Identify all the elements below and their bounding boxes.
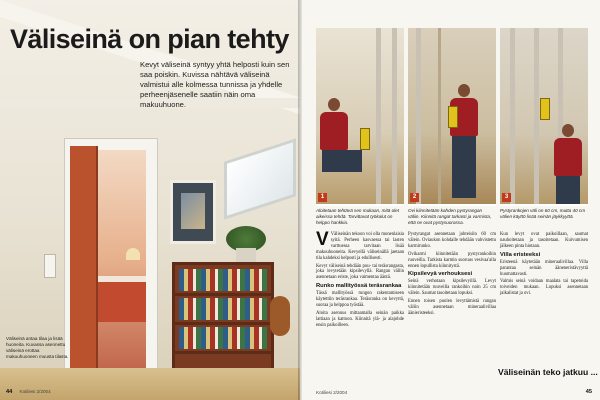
page-number: 45 bbox=[585, 389, 592, 395]
body-paragraph: Eristeenä käytetään mineraalivillaa. Villa parantaa seinän ääneneristävyyttä huomattavasti. bbox=[500, 259, 588, 277]
light-switch bbox=[44, 254, 56, 278]
issue-label: Kotiliesi 2/2004 bbox=[19, 389, 51, 394]
text-column-1 bbox=[316, 229, 404, 331]
level-tool bbox=[540, 98, 550, 120]
worker-legs bbox=[322, 150, 362, 172]
wall-stud bbox=[376, 28, 381, 204]
worker-body bbox=[554, 138, 582, 176]
body-paragraph: Kevyt väliseinä tehdään puu- tai teräsrangasta, joka levytetään kipsilevyllä. Rangan väliin asennetaan eriste, joka vaimentaa ääntä. bbox=[316, 263, 404, 281]
drop-cap: V bbox=[316, 229, 329, 250]
article-lead: Kevyt väliseinä syntyy yhtä helposti kuin sen saa poiskin. Kuvissa nähtävä väliseinä valmistui alle kolmessa tunnissa ja yhdelle perheenjäsenelle saatiin näin oma makuuhuone. bbox=[140, 60, 290, 109]
body-paragraph: Aloita asennus mittaamalla seinän paikka lattiaan ja kattoon. Kiinnitä ylä- ja alajohde ensin paikoilleen. bbox=[316, 310, 404, 328]
plant-pot bbox=[236, 248, 256, 262]
step-photo-3 bbox=[500, 28, 588, 206]
worker-legs bbox=[452, 136, 476, 198]
photo-number: 2 bbox=[410, 193, 419, 202]
body-paragraph: Ennen toisen puolen levyttämistä rangan väliin asennetaan mineraalivillaa äänieristeeksi. bbox=[408, 299, 496, 316]
right-page bbox=[302, 0, 600, 400]
books-row bbox=[179, 298, 267, 320]
text-column-3 bbox=[500, 232, 588, 299]
level-tool bbox=[360, 128, 370, 150]
folio-left bbox=[6, 389, 51, 395]
step-photo-1 bbox=[316, 28, 404, 206]
photo-caption-3: Pystyrankojen väli on 60 cm, mutta 40 cm välien käyttö lisää seinän jäykkyyttä. bbox=[500, 208, 586, 219]
wall-stud bbox=[534, 28, 539, 204]
body-paragraph: Seinä verhotaan kipsilevyillä. Levyt kiinnitetään ruuveilla rankoihin noin 25 cm välein. Saumat tasoitetaan lopuksi. bbox=[408, 279, 496, 297]
subheading: Runko mallityössä teräsrankaa bbox=[316, 283, 402, 290]
wooden-floor bbox=[0, 368, 300, 400]
photo-caption-1: Aloitetaan tehtävä sen mukaan, mitä olet aikeissa tehdä. Tarvittavat työkalut on helppo hankkia. bbox=[316, 208, 399, 225]
shelf bbox=[175, 351, 271, 354]
article-headline: Väliseinä on pian tehty bbox=[10, 24, 289, 54]
worker-body bbox=[320, 112, 348, 150]
continued-text: Väliseinän teko jatkuu ... bbox=[498, 367, 598, 377]
intro-paragraph bbox=[316, 229, 404, 262]
worker-head bbox=[328, 98, 340, 111]
body-paragraph: Tässä mallityössä rungon rakentamiseen käytettiin teräsrankaa. Teräsranka on kevyttä, suoraa ja helppoa työstää. bbox=[316, 291, 404, 309]
text-column-2 bbox=[408, 232, 496, 319]
door-frame-left bbox=[416, 28, 421, 204]
page-number: 44 bbox=[6, 389, 13, 395]
open-door bbox=[70, 146, 98, 396]
guitar bbox=[270, 296, 290, 336]
worker-head bbox=[458, 84, 470, 97]
photo-number: 3 bbox=[502, 193, 511, 202]
shelf bbox=[175, 293, 271, 296]
step-photo-2 bbox=[408, 28, 496, 206]
bookshelf bbox=[172, 262, 274, 384]
wall-stud bbox=[510, 28, 515, 204]
lamp bbox=[126, 248, 140, 260]
books-row bbox=[179, 327, 267, 349]
photo-caption: Väliseinä antaa tilaa ja lisää huoneita. Kuvassa asennettu väliseinä erottaa makuuhuoneen muusta tilasta. bbox=[6, 336, 69, 359]
bed bbox=[98, 276, 146, 322]
subheading: Kipsilevyä verhouksesi bbox=[408, 271, 473, 278]
intro-text: Väliseinän tekoon voi olla monenlaisia syitä. Perheen kasvaessa tai lasten varttuessa tarvitaan lisää makuuhuoneita. Kevyellä väliseinällä jaetaan tila kahdeksi helposti ja edullisesti. bbox=[316, 232, 404, 261]
body-paragraph: Valmis seinä voidaan maalata tai tapetoida toiveiden mukaan. Lopuksi asennetaan jalkalistat ja ovi. bbox=[500, 279, 588, 297]
subheading: Villa eristeeksi bbox=[500, 251, 541, 258]
skylight-window bbox=[224, 138, 296, 219]
worker-legs bbox=[556, 176, 580, 204]
folio-right bbox=[580, 389, 592, 395]
body-paragraph: Pystyrangat asennetaan johteisiin 60 cm välein. Oviaukon kohdalle tehdään vahvistettu karmirunko. bbox=[408, 232, 496, 249]
photo-number: 1 bbox=[318, 193, 327, 202]
shelf bbox=[175, 322, 271, 325]
door-frame-right bbox=[438, 28, 441, 204]
continued-note bbox=[498, 366, 598, 378]
body-paragraph: Kun levyt ovat paikoillaan, saumat nauhoitetaan ja tasoitetaan. Kuivumisen jälkeen pinta hiotaan. bbox=[500, 232, 588, 249]
drill-tool bbox=[448, 106, 458, 128]
wall-picture bbox=[170, 180, 216, 244]
wall-stud bbox=[392, 28, 397, 204]
worker-head bbox=[562, 124, 574, 137]
issue-label-right: Kotiliesi 2/2004 bbox=[316, 390, 348, 395]
body-paragraph: Ovikarmi kiinnitetään pystyrankoihin ruuveilla. Tarkista karmin suoruus vesivaa'alla ennen lopullista kiinnitystä. bbox=[408, 251, 496, 269]
photo-caption-2: Ovi kiinnitetään kahden pystyrangan väliin. Kiinnitä rangat tarkasti ja varmista, että ne ovat pystysuorassa. bbox=[408, 208, 492, 225]
books-row bbox=[179, 269, 267, 291]
